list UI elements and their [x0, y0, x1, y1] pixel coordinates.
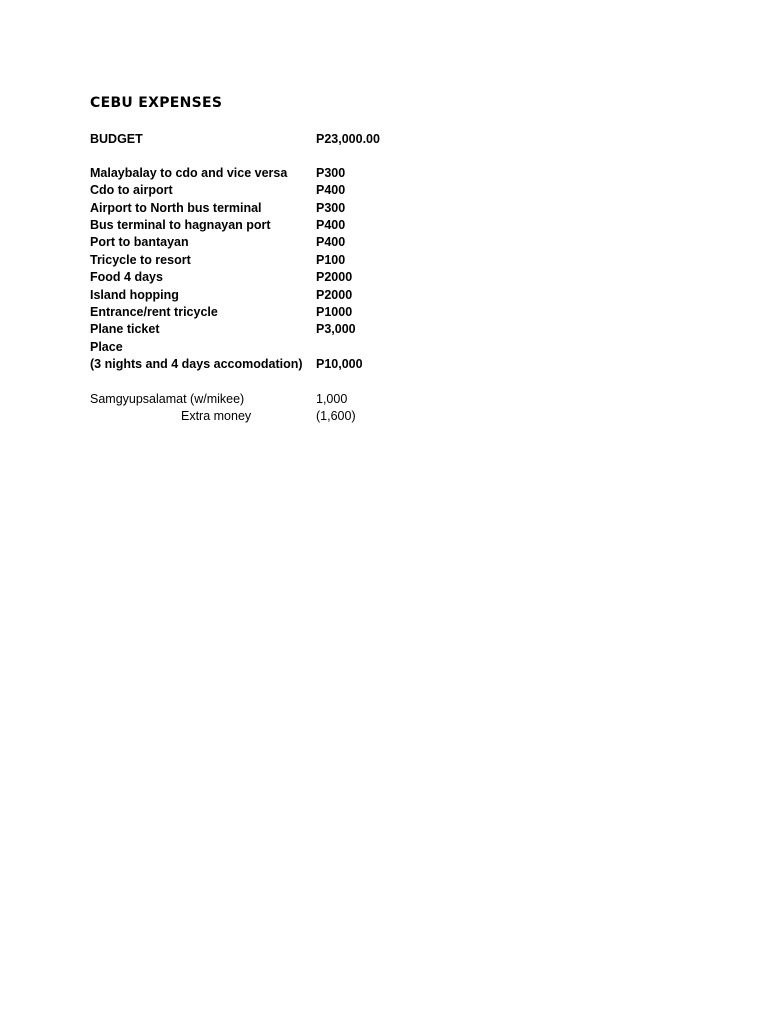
expense-label: Place: [90, 340, 123, 354]
expense-value: P2000: [316, 270, 353, 284]
expense-value: P400: [316, 183, 346, 197]
document-title: CEBU EXPENSES: [90, 95, 223, 111]
expense-row: [90, 321, 490, 338]
budget-label: BUDGET: [90, 132, 143, 146]
expense-value: P400: [316, 218, 346, 232]
expense-label: Port to bantayan: [90, 235, 189, 249]
expense-row: [90, 356, 490, 373]
extra-row: [90, 391, 490, 408]
expense-value: P100: [316, 253, 346, 267]
expense-row: [90, 200, 490, 217]
extra-row: [90, 408, 490, 425]
extra-label: Extra money: [181, 409, 252, 423]
budget-row: [90, 131, 490, 148]
expense-label: Island hopping: [90, 288, 179, 302]
expense-value: P400: [316, 235, 346, 249]
extra-label: Samgyupsalamat (w/mikee): [90, 392, 245, 406]
expense-label: Airport to North bus terminal: [90, 201, 262, 215]
expense-value: P2000: [316, 288, 353, 302]
expense-row: [90, 339, 490, 356]
extra-value: 1,000: [316, 392, 348, 406]
expense-label: Entrance/rent tricycle: [90, 305, 218, 319]
expense-row: [90, 252, 490, 269]
expense-value: P3,000: [316, 322, 356, 336]
expense-label: Plane ticket: [90, 322, 160, 336]
expense-value: P300: [316, 201, 346, 215]
expense-label: Tricycle to resort: [90, 253, 191, 267]
expense-label: Malaybalay to cdo and vice versa: [90, 166, 288, 180]
expense-value: P1000: [316, 305, 353, 319]
expense-label: (3 nights and 4 days accomodation): [90, 357, 303, 371]
expense-label: Bus terminal to hagnayan port: [90, 218, 271, 232]
expense-row: [90, 287, 490, 304]
expense-row: [90, 234, 490, 251]
budget-value: P23,000.00: [316, 132, 380, 146]
expense-label: Food 4 days: [90, 270, 163, 284]
extra-value: (1,600): [316, 409, 356, 423]
expense-row: [90, 304, 490, 321]
expense-row: [90, 165, 490, 182]
expense-row: [90, 217, 490, 234]
expense-row: [90, 182, 490, 199]
expense-row: [90, 269, 490, 286]
expense-label: Cdo to airport: [90, 183, 173, 197]
expense-value: P10,000: [316, 357, 363, 371]
expense-value: P300: [316, 166, 346, 180]
